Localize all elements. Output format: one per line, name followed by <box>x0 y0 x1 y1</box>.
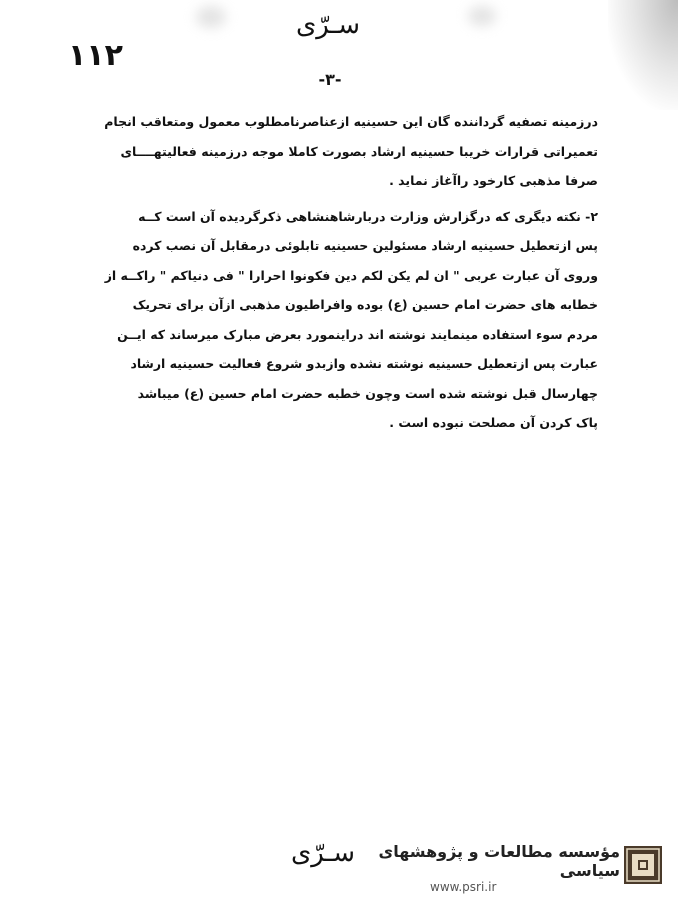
classification-stamp-top: سـرّی <box>295 10 361 40</box>
watermark-institute-name: مؤسسه مطالعات و پژوهشهای سیاسی <box>378 842 620 880</box>
text-line: صرفا مذهبی کارخود راآغاز نماید . <box>389 173 598 188</box>
text-line: پس ازتعطیل حسینیه ارشاد مسئولین حسینیه تابلوئی درمقابل آن نصب کرده <box>132 238 598 253</box>
text-line: چهارسال قبل نوشته شده است وچون خطبه حضرت امام حسین (ع) میباشد <box>137 385 598 401</box>
document-number: ۱۱۲ <box>68 38 123 73</box>
page-number: -۳- <box>318 70 342 89</box>
text-line: تعمیراتی قرارات خریبا حسینیه ارشاد بصورت کاملا موجه درزمینه فعالیتهــــای <box>120 143 598 159</box>
text-line: وروی آن عبارت عربی " ان لم یکن لکم دین فکونوا احرارا " فی دنیاکم " راکــه از <box>104 267 598 283</box>
paragraph <box>92 107 598 196</box>
text-line: ۲- نکته دیگری که درگزارش وزارت دربارشاهنشاهی ذکرگردیده آن است کــه <box>138 208 598 224</box>
scan-smudge <box>196 6 226 28</box>
scan-shadow <box>608 0 678 110</box>
text-line: مردم سوء استفاده مینمایند نوشته اند دراینمورد بعرض مبارک میرساند که ایــن <box>117 326 598 342</box>
watermark-url: www.psri.ir <box>430 880 497 894</box>
paragraph <box>92 202 598 438</box>
text-line: خطابه های حضرت امام حسین (ع) بوده وافراطیون مذهبی ازآن برای تحریک <box>132 297 598 312</box>
document-body <box>92 107 598 438</box>
watermark <box>350 842 620 894</box>
classification-stamp-bottom: سـرّی <box>290 838 356 868</box>
text-line: درزمینه تصفیه گرداننده گان این حسینیه ازعناصرنامطلوب معمول ومتعاقب انجام <box>104 114 598 129</box>
scan-smudge <box>468 6 496 26</box>
psri-logo-icon <box>624 846 662 884</box>
text-line: پاک کردن آن مصلحت نبوده است . <box>389 415 598 430</box>
text-line: عبارت پس ازتعطیل حسینیه نوشته نشده وازبدو شروع فعالیت حسینیه ارشاد <box>130 356 598 371</box>
